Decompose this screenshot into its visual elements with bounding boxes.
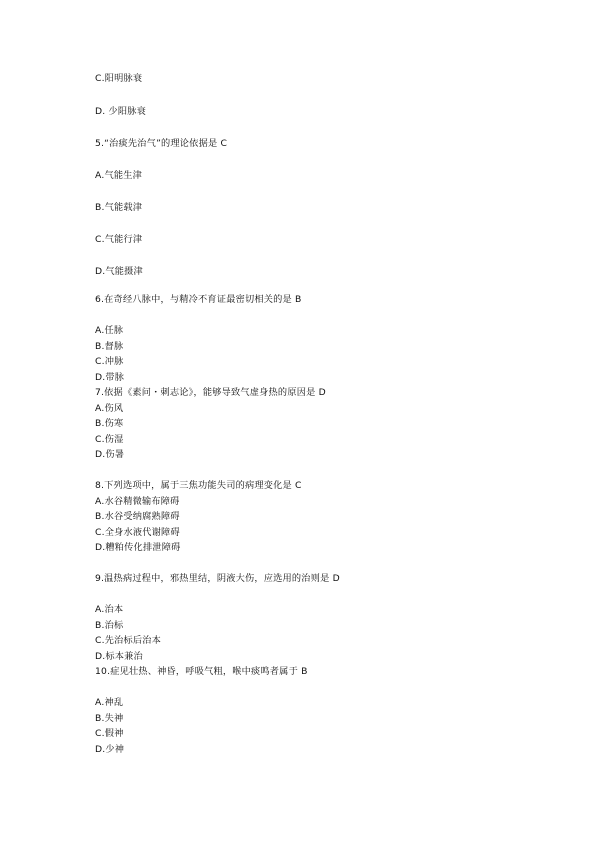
- option-b-q7: B.伤寒: [95, 418, 124, 429]
- option-d-q6: D.带脉: [95, 372, 125, 383]
- question-8: 8.下列选项中，属于三焦功能失司的病理变化是 C: [95, 480, 302, 491]
- option-c-q6: C.冲脉: [95, 356, 124, 367]
- option-d-q7: D.伤暑: [95, 449, 125, 460]
- option-b-q10: B.失神: [95, 713, 124, 724]
- option-a-q9: A.治本: [95, 604, 124, 615]
- question-7: 7.依据《素问・刺志论》，能够导致气虚身热的原因是 D: [95, 387, 326, 398]
- question-6: 6.在奇经八脉中，与精冷不育证最密切相关的是 B: [95, 294, 302, 305]
- option-c-q4: C.阳明脉衰: [95, 73, 143, 84]
- option-b-q9: B.治标: [95, 620, 124, 631]
- option-d-q10: D.少神: [95, 744, 125, 755]
- option-d-q8: D.糟粕传化排泄障碍: [95, 542, 181, 553]
- question-5: 5.“治痰先治气”的理论依据是 C: [95, 138, 228, 149]
- option-d-q9: D.标本兼治: [95, 651, 143, 662]
- option-d-q4: D. 少阳脉衰: [95, 106, 147, 117]
- option-c-q5: C.气能行津: [95, 234, 143, 245]
- option-a-q6: A.任脉: [95, 325, 124, 336]
- option-a-q7: A.伤风: [95, 403, 124, 414]
- question-10: 10.症见壮热、神昏，呼吸气粗，喉中痰鸣者属于 B: [95, 666, 308, 677]
- option-a-q5: A.气能生津: [95, 170, 142, 181]
- question-9: 9.温热病过程中，邪热里结，阴液大伤，应选用的治则是 D: [95, 573, 340, 584]
- option-b-q6: B.督脉: [95, 341, 124, 352]
- option-b-q5: B.气能载津: [95, 202, 143, 213]
- option-c-q8: C.全身水液代谢障碍: [95, 527, 180, 538]
- option-c-q7: C.伤湿: [95, 434, 124, 445]
- option-d-q5: D.气能摄津: [95, 266, 143, 277]
- option-a-q8: A.水谷精微输布障碍: [95, 496, 180, 507]
- option-c-q10: C.假神: [95, 728, 124, 739]
- option-a-q10: A.神乱: [95, 697, 124, 708]
- option-c-q9: C.先治标后治本: [95, 635, 162, 646]
- option-b-q8: B.水谷受纳腐熟障碍: [95, 511, 180, 522]
